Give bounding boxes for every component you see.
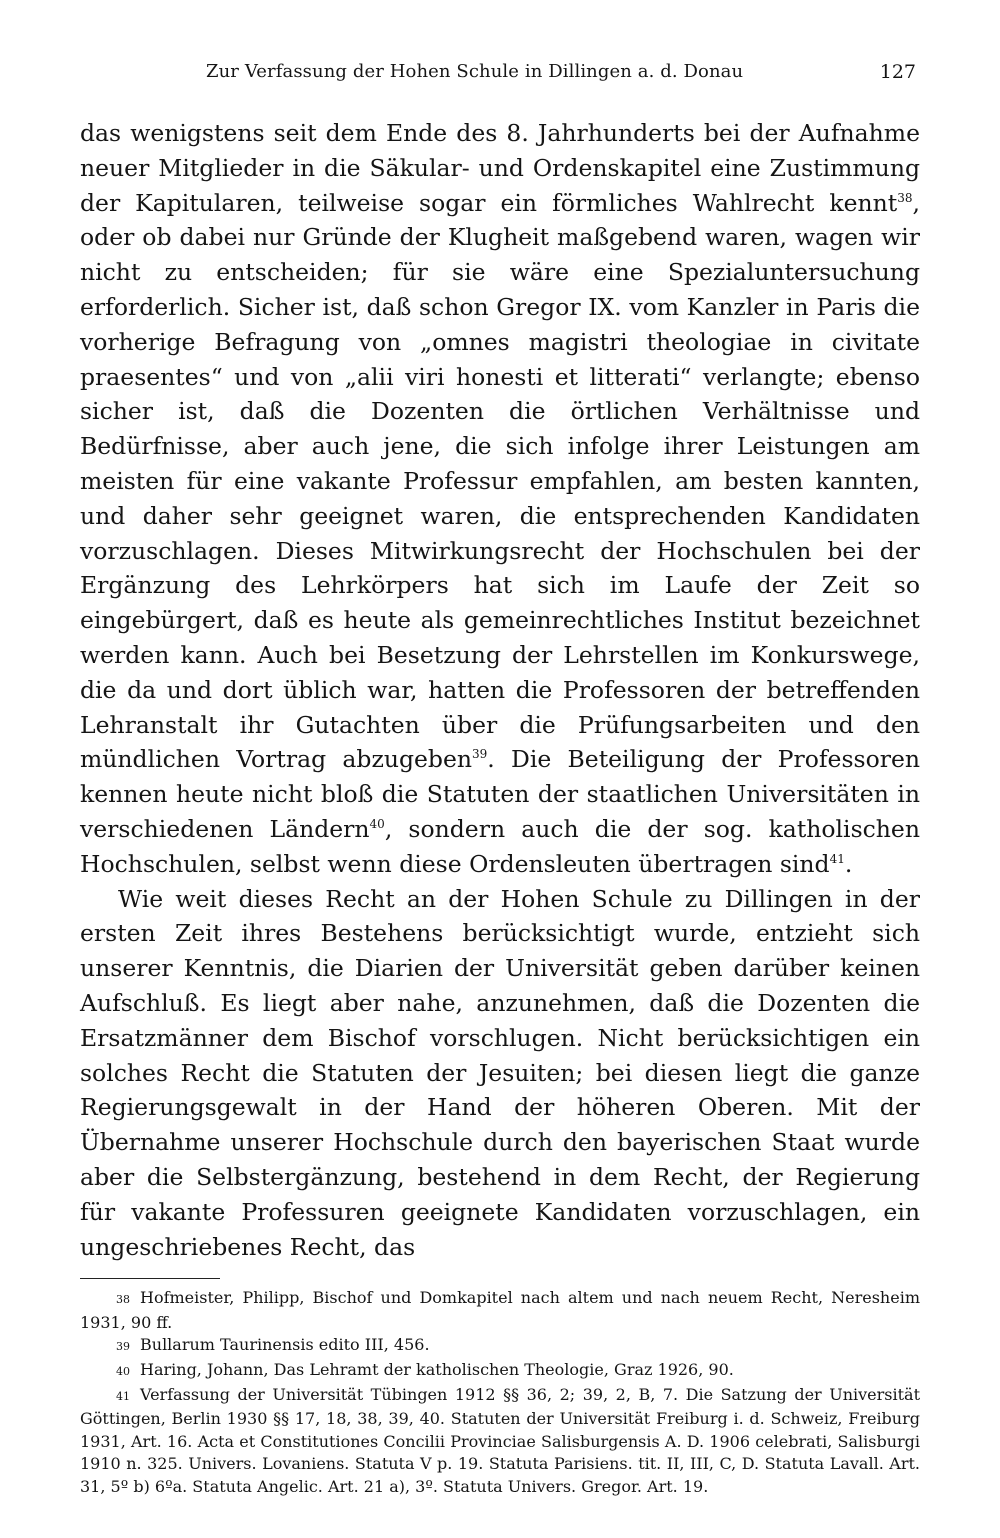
footnote-number: 39 (116, 1340, 130, 1354)
footnote-number: 40 (116, 1365, 130, 1379)
paragraph-text: . Die Beteiligung der Professoren kennen heute nicht bloß die Statuten der staatlichen Universitäten in verschiedenen Ländern (80, 745, 920, 843)
footnote (80, 1384, 920, 1499)
paragraph-text: das wenigstens seit dem Ende des 8. Jahrhunderts bei der Aufnahme neuer Mitglieder in die Säkular- und Ordenskapitel eine Zustimmung der Kapitularen, teilweise sogar ein förmliches Wahlrecht kennt (80, 119, 920, 217)
footnote-text: Verfassung der Universität Tübingen 1912 §§ 36, 2; 39, 2, B, 7. Die Satzung der Universität Göttingen, Berlin 1930 §§ 17, 18, 38, 39, 40. Statuten der Universität Freiburg i. d. Schweiz, Freiburg 1931, Art. 16. Acta et Constitutiones Concilii Provinciae Salisburgensis A. D. 1906 celebrati, Salisburgi 1910 n. 325. Univers. Lovaniens. Statuta V p. 19. Statuta Parisiens. tit. II, III, C, D. Statuta Lavall. Art. 31, 5º b) 6ºa. Statuta Angelic. Art. 21 a), 3º. Statuta Univers. Gregor. Art. 19. (80, 1384, 920, 1497)
footnote-divider (80, 1278, 220, 1279)
footnote-reference: 40 (369, 817, 385, 832)
footnote (80, 1359, 920, 1384)
paragraph-text: Wie weit dieses Recht an der Hohen Schule zu Dillingen in der ersten Zeit ihres Bestehens berücksichtigt wurde, entzieht sich unserer Kenntnis, die Diarien der Universität geben darüber keinen Aufschluß. Es liegt aber nahe, anzunehmen, daß die Dozenten die Ersatzmänner dem Bischof vorschlugen. Nicht berücksichtigen ein solches Recht die Statuten der Jesuiten; bei diesen liegt die ganze Regierungsgewalt in der Hand der höheren Oberen. Mit der Übernahme unserer Hochschule durch den bayerischen Staat wurde aber die Selbstergänzung, bestehend in dem Recht, der Regierung für vakante Professuren geeignete Kandidaten vorzuschlagen, ein ungeschriebenes Recht, das (80, 884, 920, 1261)
paragraph-text: , oder ob dabei nur Gründe der Klugheit maßgebend waren, wagen wir nicht zu entscheiden; für sie wäre eine Spezialuntersuchung erforderlich. Sicher ist, daß schon Gregor IX. vom Kanzler in Paris die vorherige Befragung von „omnes magistri theologiae in civitate praesentes“ und von „alii viri honesti et litterati“ verlangte; ebenso sicher ist, daß die Dozenten die örtlichen Verhältnisse und Bedürfnisse, aber auch jene, die sich infolge ihrer Leistungen am meisten für eine vakante Professur empfahlen, am besten kannten, und daher sehr geeignet waren, die entsprechenden Kandidaten vorzuschlagen. Dieses Mitwirkungsrecht der Hochschulen bei der Ergänzung des Lehrkörpers hat sich im Laufe der Zeit so eingebürgert, daß es heute als gemeinrechtliches Institut bezeichnet werden kann. Auch bei Besetzung der Lehrstellen im Konkurswege, die da und dort üblich war, hatten die Professoren der betreffenden Lehranstalt ihr Gutachten über die Prüfungsarbeiten und den mündlichen Vortrag abzugeben (80, 188, 920, 774)
footnote-text: Bullarum Taurinensis edito III, 456. (140, 1335, 430, 1355)
footnote-reference: 39 (472, 747, 488, 762)
footnote (80, 1287, 920, 1334)
running-head (80, 58, 920, 92)
body-text (80, 116, 920, 1264)
footnote-reference: 41 (829, 851, 845, 866)
page-number: 127 (879, 61, 916, 83)
footnote (80, 1334, 920, 1359)
footnotes (80, 1287, 920, 1498)
footnote-text: Haring, Johann, Das Lehramt der katholischen Theologie, Graz 1926, 90. (140, 1360, 734, 1380)
paragraph-text: . (844, 849, 853, 878)
paragraph-text: , sondern auch die der sog. katholischen Hochschulen, selbst wenn diese Ordensleuten übertragen sind (80, 814, 920, 878)
body-paragraph (80, 882, 920, 1265)
body-paragraph (80, 116, 920, 882)
footnote-number: 38 (116, 1293, 130, 1307)
footnote-text: Hofmeister, Philipp, Bischof und Domkapitel nach altem und nach neuem Recht, Neresheim 1931, 90 ff. (80, 1288, 920, 1332)
footnote-reference: 38 (897, 190, 913, 205)
document-page (80, 58, 920, 1498)
running-head-title: Zur Verfassung der Hohen Schule in Dillingen a. d. Donau (206, 61, 744, 82)
footnote-number: 41 (116, 1389, 130, 1403)
